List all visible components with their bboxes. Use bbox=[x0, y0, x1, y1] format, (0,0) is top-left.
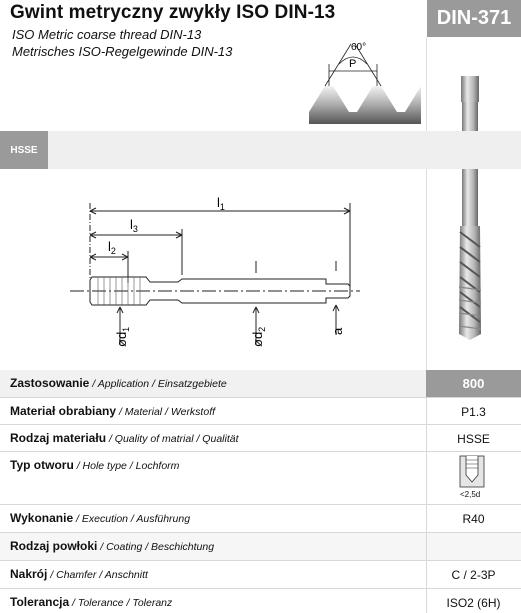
spec-label-alt: / Material / Werkstoff bbox=[116, 406, 216, 418]
spec-label: Rodzaj materiału bbox=[10, 431, 107, 445]
dim-l1-sub: 1 bbox=[219, 202, 225, 212]
subtitle-german: Metrisches ISO-Regelgewinde DIN-13 bbox=[12, 44, 233, 59]
spec-row-material bbox=[0, 398, 521, 425]
tap-tool-image bbox=[440, 72, 500, 342]
dim-l1: l bbox=[217, 195, 220, 210]
dim-l2-sub: 2 bbox=[110, 246, 116, 256]
spec-value: ISO2 (6H) bbox=[446, 596, 501, 610]
din-badge: DIN-371 bbox=[427, 0, 521, 37]
pitch-label: P bbox=[349, 58, 357, 70]
spec-row-hole-type bbox=[0, 452, 521, 505]
spec-value: 800 bbox=[426, 370, 521, 397]
svg-text:l3 bbox=[130, 217, 138, 234]
tap-technical-drawing bbox=[60, 185, 370, 360]
material-bar bbox=[0, 131, 521, 169]
spec-row-application bbox=[0, 370, 521, 398]
svg-text:l2 bbox=[108, 239, 116, 256]
material-tag: HSSE bbox=[0, 131, 48, 169]
spec-row-tolerance bbox=[0, 589, 521, 613]
spec-label: Tolerancja bbox=[10, 595, 70, 609]
spec-row-coating bbox=[0, 533, 521, 561]
dim-a: a bbox=[330, 327, 345, 335]
spec-value: HSSE bbox=[457, 432, 490, 446]
spec-row-chamfer bbox=[0, 561, 521, 589]
spec-row-quality bbox=[0, 425, 521, 452]
dim-l2: l bbox=[108, 239, 111, 254]
spec-label: Wykonanie bbox=[10, 511, 74, 525]
spec-row-execution bbox=[0, 505, 521, 533]
blind-hole-icon bbox=[459, 455, 485, 489]
subtitle-english: ISO Metric coarse thread DIN-13 bbox=[12, 27, 202, 42]
dim-d2: ød bbox=[250, 331, 265, 347]
spec-label: Nakrój bbox=[10, 567, 48, 581]
svg-text:l1 bbox=[217, 195, 225, 212]
hole-depth-note: <2,5d bbox=[460, 490, 481, 499]
thread-profile-diagram bbox=[305, 36, 425, 124]
spec-value: P1.3 bbox=[461, 405, 486, 419]
spec-label-alt: / Chamfer / Anschnitt bbox=[47, 569, 148, 581]
spec-label-alt: / Tolerance / Toleranz bbox=[69, 597, 173, 609]
dim-l3-sub: 3 bbox=[132, 224, 138, 234]
spec-label-alt: / Hole type / Lochform bbox=[73, 460, 180, 472]
spec-label: Rodzaj powłoki bbox=[10, 539, 98, 553]
dim-l3: l bbox=[130, 217, 133, 232]
dim-d2-sub: 2 bbox=[257, 326, 267, 332]
svg-text:ød1 bbox=[114, 327, 131, 347]
page-title: Gwint metryczny zwykły ISO DIN-13 bbox=[10, 2, 336, 23]
spec-label: Typ otworu bbox=[10, 458, 74, 472]
svg-text:ød2 bbox=[250, 327, 267, 347]
spec-value: C / 2-3P bbox=[451, 568, 496, 582]
spec-label: Materiał obrabiany bbox=[10, 404, 117, 418]
spec-label-alt: / Coating / Beschichtung bbox=[97, 541, 215, 553]
spec-label: Zastosowanie bbox=[10, 376, 90, 390]
dim-d1-sub: 1 bbox=[121, 326, 131, 332]
dim-d1: ød bbox=[114, 331, 129, 347]
angle-label: 60° bbox=[351, 42, 367, 53]
spec-label-alt: / Execution / Ausführung bbox=[73, 513, 191, 525]
spec-label-alt: / Application / Einsatzgebiete bbox=[89, 378, 227, 390]
spec-label-alt: / Quality of matrial / Qualität bbox=[106, 433, 239, 445]
spec-value: R40 bbox=[462, 512, 485, 526]
